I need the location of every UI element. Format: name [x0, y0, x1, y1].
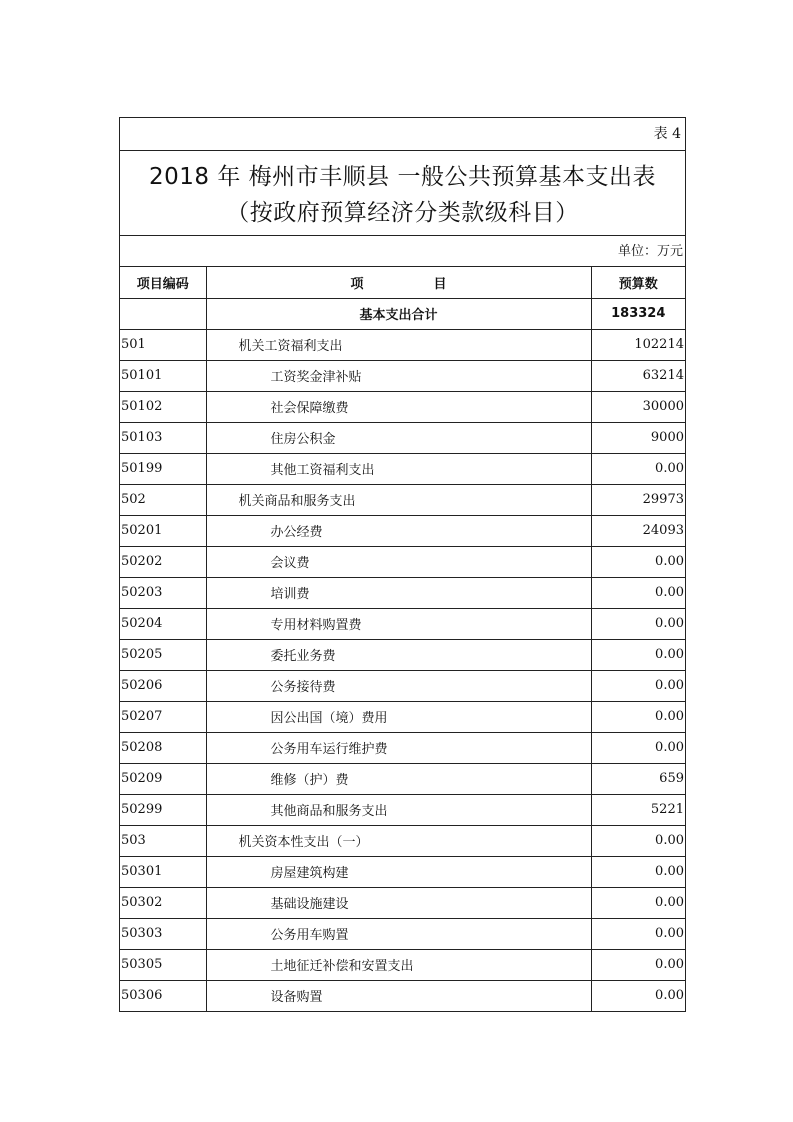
row-name: 其他工资福利支出	[206, 453, 591, 484]
table-row	[120, 949, 685, 980]
header-item	[206, 267, 591, 298]
table-row	[120, 670, 685, 701]
row-code: 50299	[120, 794, 206, 825]
table-row	[120, 732, 685, 763]
row-code: 50303	[120, 918, 206, 949]
table-row	[120, 329, 685, 360]
table-row	[120, 763, 685, 794]
row-value: 24093	[591, 515, 685, 546]
row-value: 30000	[591, 391, 685, 422]
row-value: 0.00	[591, 670, 685, 701]
row-name: 委托业务费	[206, 639, 591, 670]
row-code: 502	[120, 484, 206, 515]
row-value: 0.00	[591, 949, 685, 980]
row-code: 50208	[120, 732, 206, 763]
row-code: 50202	[120, 546, 206, 577]
table-title	[120, 151, 685, 236]
row-code: 50103	[120, 422, 206, 453]
row-code: 50102	[120, 391, 206, 422]
row-name: 设备购置	[206, 980, 591, 1011]
row-code: 50204	[120, 608, 206, 639]
table-row	[120, 701, 685, 732]
row-value: 0.00	[591, 608, 685, 639]
title-line-1: 2018 年 梅州市丰顺县 一般公共预算基本支出表	[149, 164, 656, 190]
row-value: 0.00	[591, 639, 685, 670]
row-name: 维修（护）费	[206, 763, 591, 794]
row-code: 50101	[120, 360, 206, 391]
row-code: 501	[120, 329, 206, 360]
row-name: 公务用车运行维护费	[206, 732, 591, 763]
table-row	[120, 453, 685, 484]
row-code: 50201	[120, 515, 206, 546]
table-row	[120, 422, 685, 453]
row-value: 0.00	[591, 825, 685, 856]
row-name: 机关商品和服务支出	[206, 484, 591, 515]
row-code: 50205	[120, 639, 206, 670]
row-name: 社会保障缴费	[206, 391, 591, 422]
row-value: 0.00	[591, 856, 685, 887]
table-row	[120, 980, 685, 1011]
row-name: 因公出国（境）费用	[206, 701, 591, 732]
table-row	[120, 608, 685, 639]
row-name: 住房公积金	[206, 422, 591, 453]
header-item-left: 项	[350, 276, 364, 292]
row-value: 659	[591, 763, 685, 794]
row-name: 办公经费	[206, 515, 591, 546]
table-row	[120, 918, 685, 949]
row-value: 9000	[591, 422, 685, 453]
budget-table	[120, 267, 685, 1011]
row-code: 50199	[120, 453, 206, 484]
row-value: 63214	[591, 360, 685, 391]
title-line-2: （按政府预算经济分类款级科目）	[226, 200, 579, 226]
total-value: 183324	[591, 298, 685, 329]
table-row	[120, 546, 685, 577]
row-name: 机关工资福利支出	[206, 329, 591, 360]
budget-table-sheet	[119, 117, 686, 1012]
row-name: 机关资本性支出（一）	[206, 825, 591, 856]
row-value: 0.00	[591, 918, 685, 949]
row-code: 50306	[120, 980, 206, 1011]
unit-label: 单位：万元	[120, 236, 685, 267]
table-number: 表 4	[120, 118, 685, 151]
row-name: 基础设施建设	[206, 887, 591, 918]
row-code: 50203	[120, 577, 206, 608]
row-value: 5221	[591, 794, 685, 825]
row-code: 50302	[120, 887, 206, 918]
row-value: 102214	[591, 329, 685, 360]
total-label: 基本支出合计	[206, 298, 591, 329]
row-value: 0.00	[591, 701, 685, 732]
row-value: 0.00	[591, 577, 685, 608]
table-row	[120, 825, 685, 856]
row-name: 会议费	[206, 546, 591, 577]
table-row	[120, 794, 685, 825]
row-value: 0.00	[591, 453, 685, 484]
row-name: 专用材料购置费	[206, 608, 591, 639]
row-code: 50206	[120, 670, 206, 701]
row-code: 50301	[120, 856, 206, 887]
row-code: 503	[120, 825, 206, 856]
row-name: 工资奖金津补贴	[206, 360, 591, 391]
header-item-right: 目	[433, 276, 447, 292]
total-code	[120, 298, 206, 329]
table-row	[120, 391, 685, 422]
table-row	[120, 856, 685, 887]
row-name: 培训费	[206, 577, 591, 608]
row-name: 土地征迁补偿和安置支出	[206, 949, 591, 980]
table-row	[120, 360, 685, 391]
row-name: 房屋建筑构建	[206, 856, 591, 887]
table-row	[120, 639, 685, 670]
table-row	[120, 515, 685, 546]
table-row	[120, 577, 685, 608]
table-row	[120, 484, 685, 515]
table-header-row	[120, 267, 685, 298]
row-value: 0.00	[591, 732, 685, 763]
total-row	[120, 298, 685, 329]
row-name: 公务接待费	[206, 670, 591, 701]
row-name: 其他商品和服务支出	[206, 794, 591, 825]
row-code: 50209	[120, 763, 206, 794]
header-amount: 预算数	[591, 267, 685, 298]
row-value: 0.00	[591, 887, 685, 918]
table-row	[120, 887, 685, 918]
row-value: 0.00	[591, 546, 685, 577]
row-code: 50305	[120, 949, 206, 980]
row-value: 0.00	[591, 980, 685, 1011]
row-name: 公务用车购置	[206, 918, 591, 949]
header-code: 项目编码	[136, 276, 189, 292]
row-value: 29973	[591, 484, 685, 515]
row-code: 50207	[120, 701, 206, 732]
